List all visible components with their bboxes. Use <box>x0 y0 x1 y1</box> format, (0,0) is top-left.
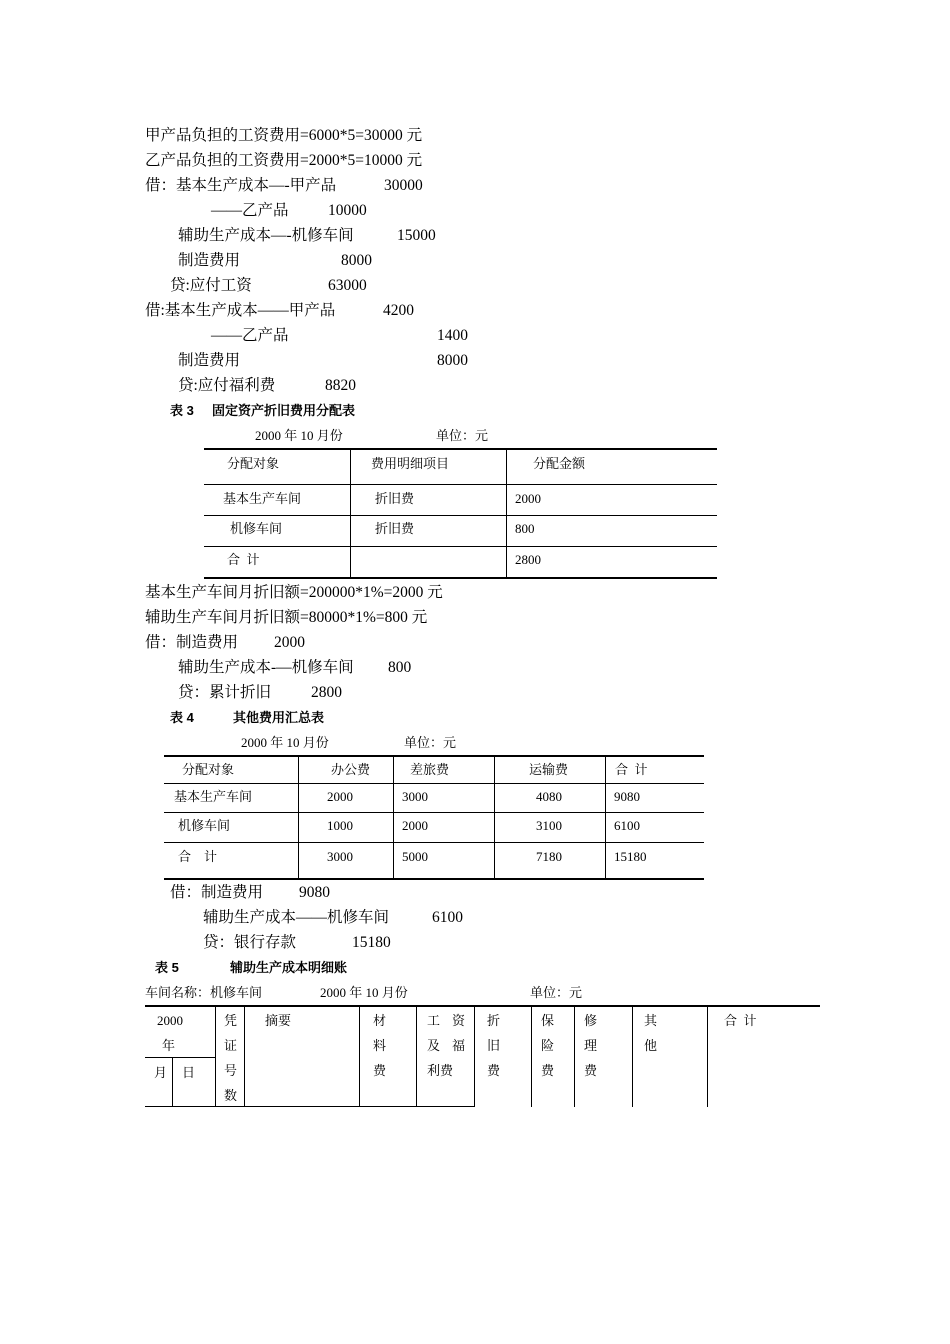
depr-basic: 基本生产车间月折旧额=200000*1%=2000 元 <box>145 584 443 601</box>
table3-header-target: 分配对象 <box>227 456 280 471</box>
table5-date: 2000 年 10 月份 <box>320 985 408 1000</box>
table4-cell: 2000 <box>402 818 428 833</box>
table4-cell: 基本生产车间 <box>174 789 253 804</box>
table3-cell: 2800 <box>515 552 541 567</box>
table5-workshop: 车间名称：机修车间 <box>145 985 263 1000</box>
table5-summary: 摘要 <box>265 1013 292 1028</box>
entry2-debit-amount: 4200 <box>383 302 414 319</box>
entry1-sub-label: ——乙产品 <box>211 202 289 219</box>
table4-cell: 7180 <box>536 849 562 864</box>
entry4-aux-amount: 6100 <box>432 909 463 926</box>
table5-total: 合 计 <box>724 1013 757 1028</box>
entry2-mfg-amount: 8000 <box>437 352 468 369</box>
table3-cell: 合 计 <box>227 552 260 567</box>
table3-cell: 机修车间 <box>230 521 283 536</box>
table5-repair: 理 <box>584 1038 598 1053</box>
table3-cell: 基本生产车间 <box>223 491 302 506</box>
entry2-credit-label: 贷:应付福利费 <box>178 377 276 394</box>
entry1-debit-amount: 30000 <box>384 177 423 194</box>
table5-wage: 资 <box>452 1013 466 1028</box>
table5-insurance: 险 <box>541 1038 555 1053</box>
table3-cell: 2000 <box>515 491 541 506</box>
table4-header-transport: 运输费 <box>529 762 569 777</box>
table4-cell: 5000 <box>402 849 428 864</box>
table5-voucher: 号 <box>224 1063 238 1078</box>
table4-header-target: 分配对象 <box>182 762 235 777</box>
entry1-aux-label: 辅助生产成本—-机修车间 <box>178 227 354 244</box>
table3-date: 2000 年 10 月份 <box>255 428 343 443</box>
table4-cell: 3000 <box>327 849 353 864</box>
table4-cell: 2000 <box>327 789 353 804</box>
entry3-debit-amount: 2000 <box>274 634 305 651</box>
entry3-aux-amount: 800 <box>388 659 412 676</box>
wage-calc-product-a: 甲产品负担的工资费用=6000*5=30000 元 <box>145 127 423 144</box>
entry2-mfg-label: 制造费用 <box>178 352 241 369</box>
table5-month: 月 <box>154 1065 168 1080</box>
table5-depr: 旧 <box>487 1038 501 1053</box>
entry2-sub-label: ——乙产品 <box>211 327 289 344</box>
table4-cell: 3100 <box>536 818 562 833</box>
table4-cell: 合 计 <box>178 849 218 864</box>
table3-cell: 800 <box>515 521 535 536</box>
table5-voucher: 凭 <box>224 1013 238 1028</box>
table4-cell: 4080 <box>536 789 562 804</box>
entry1-mfg-label: 制造费用 <box>178 252 241 269</box>
entry4-credit-label: 贷：银行存款 <box>203 934 297 951</box>
table3-header-amount: 分配金额 <box>533 456 586 471</box>
table4-number: 表 4 <box>170 710 194 725</box>
table5-day: 日 <box>182 1065 196 1080</box>
table4-header-travel: 差旅费 <box>410 762 450 777</box>
table5-wage: 福 <box>452 1038 466 1053</box>
entry1-mfg-amount: 8000 <box>341 252 372 269</box>
table3-cell: 折旧费 <box>375 521 415 536</box>
table4-cell: 机修车间 <box>178 818 231 833</box>
table4-title: 其他费用汇总表 <box>233 710 325 725</box>
table4-cell: 15180 <box>614 849 647 864</box>
entry4-aux-label: 辅助生产成本——机修车间 <box>203 909 390 926</box>
table5-material: 费 <box>373 1063 387 1078</box>
table4-unit: 单位：元 <box>404 735 457 750</box>
table5-depr: 折 <box>487 1013 501 1028</box>
table5-repair: 费 <box>584 1063 598 1078</box>
table5-material: 料 <box>373 1038 387 1053</box>
entry4-debit-amount: 9080 <box>299 884 330 901</box>
table4-date: 2000 年 10 月份 <box>241 735 329 750</box>
entry4-credit-amount: 15180 <box>352 934 391 951</box>
table5-other: 他 <box>644 1038 658 1053</box>
table5-repair: 修 <box>584 1013 598 1028</box>
entry1-credit-amount: 63000 <box>328 277 367 294</box>
entry1-sub-amount: 10000 <box>328 202 367 219</box>
table3-header-item: 费用明细项目 <box>371 456 450 471</box>
table4-cell: 9080 <box>614 789 640 804</box>
table4-header-office: 办公费 <box>331 762 371 777</box>
entry2-sub-amount: 1400 <box>437 327 468 344</box>
table3-title: 固定资产折旧费用分配表 <box>212 403 356 418</box>
table5-wage: 工 <box>427 1013 441 1028</box>
table5-unit: 单位：元 <box>530 985 583 1000</box>
table3-unit: 单位：元 <box>436 428 489 443</box>
table4-cell: 6100 <box>614 818 640 833</box>
table4-cell: 3000 <box>402 789 428 804</box>
depr-aux: 辅助生产车间月折旧额=80000*1%=800 元 <box>145 609 428 626</box>
table5-year-unit: 年 <box>162 1038 176 1053</box>
table5-insurance: 保 <box>541 1013 555 1028</box>
table5-depr: 费 <box>487 1063 501 1078</box>
entry3-debit-label: 借：制造费用 <box>145 634 239 651</box>
entry3-credit-amount: 2800 <box>311 684 342 701</box>
table3-cell: 折旧费 <box>375 491 415 506</box>
table5-year: 2000 <box>157 1013 183 1028</box>
entry3-credit-label: 贷：累计折旧 <box>178 684 272 701</box>
entry4-debit-label: 借：制造费用 <box>170 884 264 901</box>
entry2-debit-label: 借:基本生产成本——甲产品 <box>145 302 336 319</box>
table3-number: 表 3 <box>170 403 194 418</box>
entry2-credit-amount: 8820 <box>325 377 356 394</box>
table5-other: 其 <box>644 1013 658 1028</box>
table5-title: 辅助生产成本明细账 <box>230 960 348 975</box>
table5-material: 材 <box>373 1013 387 1028</box>
table5-voucher: 证 <box>224 1038 238 1053</box>
table5-wage: 利费 <box>427 1063 454 1078</box>
entry1-debit-label: 借：基本生产成本—-甲产品 <box>145 177 337 194</box>
table5-voucher: 数 <box>224 1088 238 1103</box>
table5-wage: 及 <box>427 1038 441 1053</box>
entry1-credit-label: 贷:应付工资 <box>170 277 252 294</box>
table5-insurance: 费 <box>541 1063 555 1078</box>
table4-cell: 1000 <box>327 818 353 833</box>
table5-number: 表 5 <box>155 960 179 975</box>
wage-calc-product-b: 乙产品负担的工资费用=2000*5=10000 元 <box>145 152 423 169</box>
entry3-aux-label: 辅助生产成本-—机修车间 <box>178 659 354 676</box>
table4-header-total: 合 计 <box>615 762 648 777</box>
entry1-aux-amount: 15000 <box>397 227 436 244</box>
